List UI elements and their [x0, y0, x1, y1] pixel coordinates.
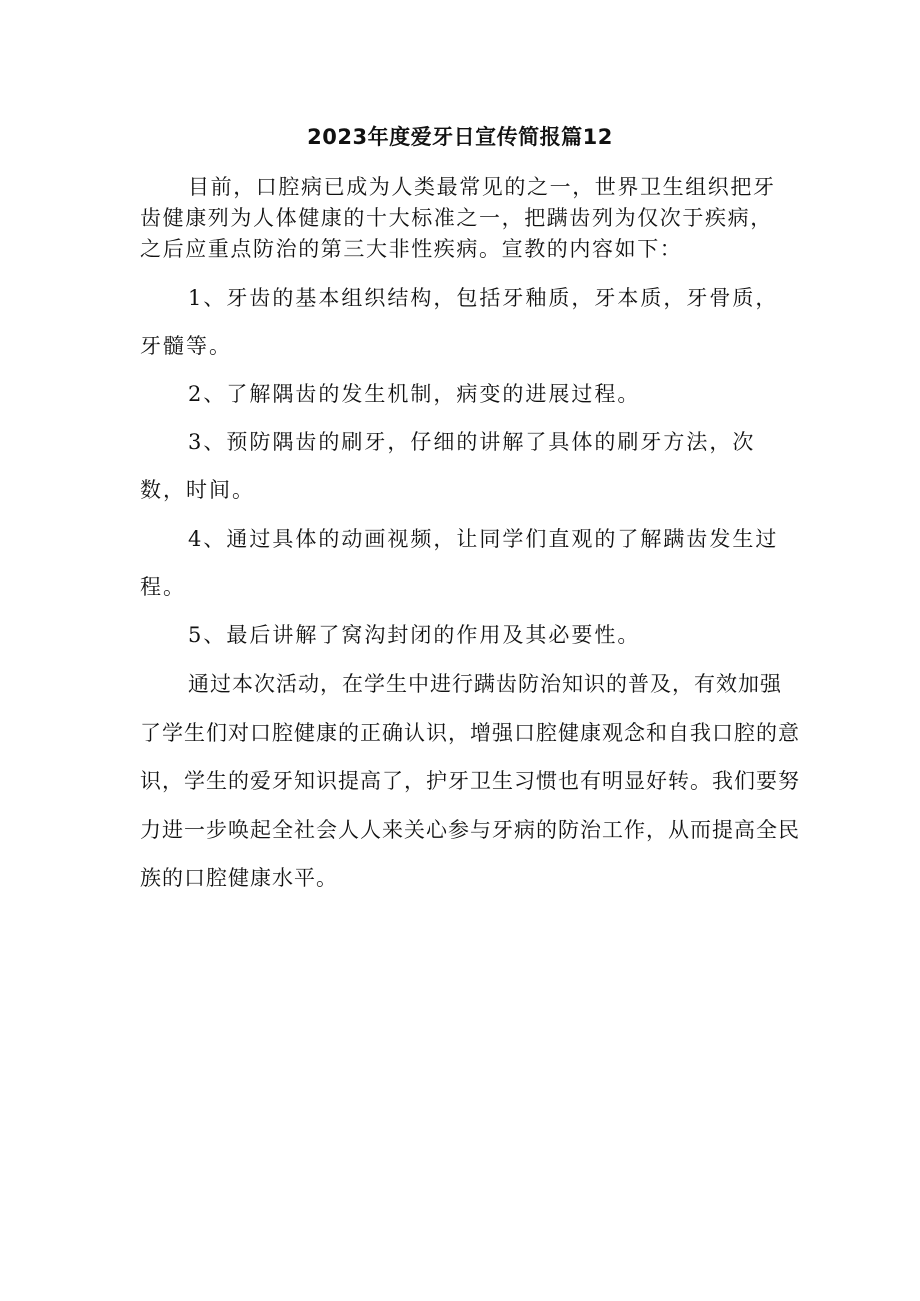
intro-paragraph: 目前，口腔病已成为人类最常见的之一，世界卫生组织把牙齿健康列为人体健康的十大标准之一，把蹒齿列为仅次于疾病，之后应重点防治的第三大非性疾病。宣教的内容如下：: [140, 175, 776, 261]
list-item-5: 5、最后讲解了窝沟封闭的作用及其必要性。: [188, 623, 641, 647]
document-title: 2023年度爱牙日宣传简报篇12: [307, 125, 613, 149]
conclusion-paragraph: 通过本次活动，在学生中进行蹒齿防治知识的普及，有效加强了学生们对口腔健康的正确认识，增强口腔健康观念和自我口腔的意识，学生的爱牙知识提高了，护牙卫生习惯也有明显好转。我们要努力进一步唤起全社会人人来关心参与牙病的防治工作，从而提高全民族的口腔健康水平。: [140, 672, 800, 890]
list-item-3: 3、预防隅齿的刷牙，仔细的讲解了具体的刷牙方法，次数，时间。: [140, 430, 756, 502]
list-item-2: 2、了解隅齿的发生机制，病变的进展过程。: [188, 382, 641, 406]
list-item-4: 4、通过具体的动画视频，让同学们直观的了解蹒齿发生过程。: [140, 527, 779, 599]
list-item-1: 1、牙齿的基本组织结构，包括牙釉质，牙本质，牙骨质，牙髓等。: [140, 286, 779, 358]
